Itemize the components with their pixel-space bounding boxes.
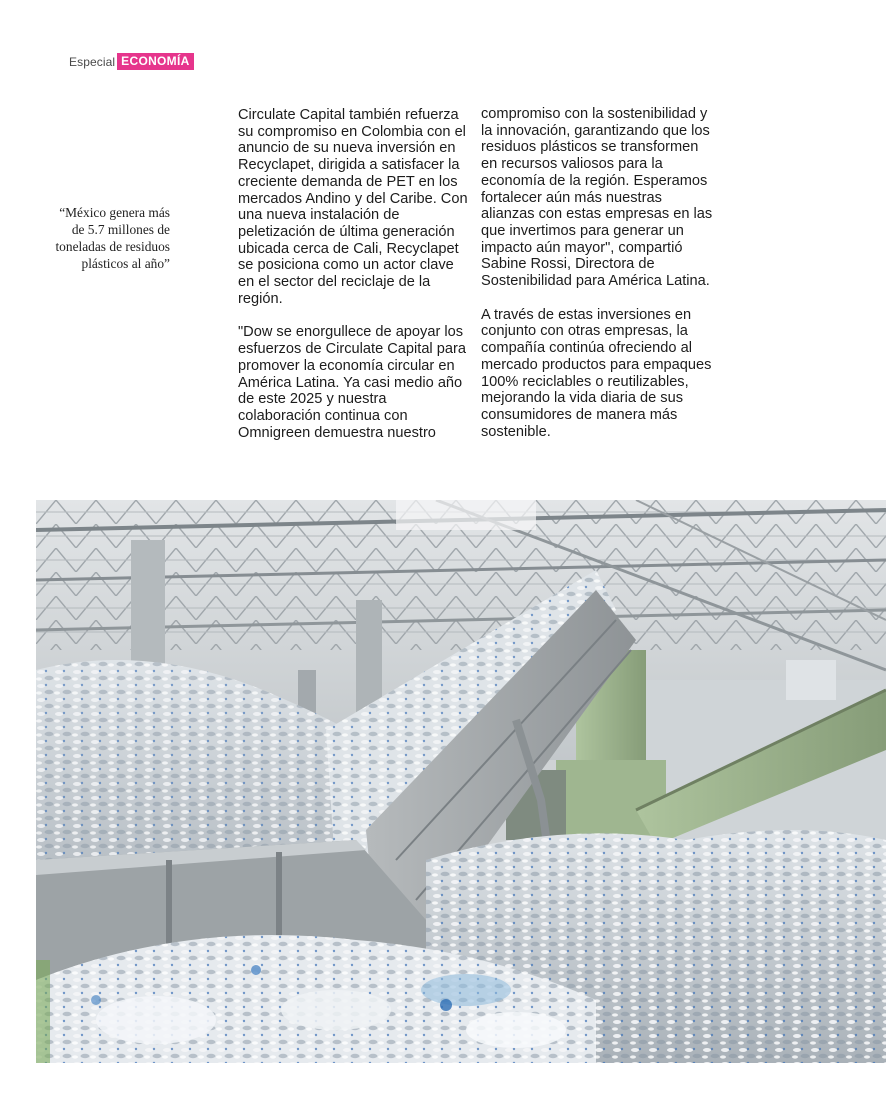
text-line: de este 2025 y nuestra <box>238 391 387 408</box>
pull-quote <box>30 204 170 272</box>
text-line: promover la economía circular en <box>238 357 455 374</box>
text-line: A través de estas inversiones en <box>481 306 692 323</box>
recycling-plant-illustration <box>36 500 886 1063</box>
text-line: se posiciona como un actor clave <box>238 257 454 274</box>
recycling-plant-photo <box>36 500 886 1063</box>
section-badge: ECONOMÍA <box>117 53 193 70</box>
text-line: mercado productos para empaques <box>481 356 712 373</box>
text-line: mejorando la vida diaria de sus <box>481 390 683 407</box>
text-line: residuos plásticos se transformen <box>481 139 699 156</box>
text-line: ubicada cerca de Cali, Recyclapet <box>238 240 459 257</box>
text-line: una nueva instalación de <box>238 207 400 224</box>
text-line: creciente demanda de PET en los <box>238 173 458 190</box>
text-line: esfuerzos de Circulate Capital para <box>238 341 466 358</box>
text-line: economía de la región. Esperamos <box>481 172 708 189</box>
text-line: alianzas con estas empresas en las <box>481 206 713 223</box>
text-line: en el sector del reciclaje de la <box>238 274 431 291</box>
text-line: región. <box>238 290 283 307</box>
text-line: 100% reciclables o reutilizables, <box>481 373 689 390</box>
text-line: conjunto con otras empresas, la <box>481 323 688 340</box>
quote-line: de 5.7 millones de <box>71 222 170 237</box>
section-header <box>69 53 194 70</box>
special-label: Especial <box>69 54 116 69</box>
text-line: peletización de última generación <box>238 223 455 240</box>
text-line: Circulate Capital también refuerza <box>238 107 459 123</box>
text-line: anuncio de su nueva inversión en <box>238 140 456 157</box>
text-line: "Dow se enorgullece de apoyar los <box>238 324 464 341</box>
text-line: su compromiso en Colombia con el <box>238 123 466 140</box>
text-line: Recyclapet, dirigida a satisfacer la <box>238 157 460 174</box>
text-line: consumidores de manera más <box>481 406 678 423</box>
text-line: la innovación, garantizando que los <box>481 122 710 139</box>
text-line: impacto aún mayor", compartió <box>481 239 683 256</box>
paragraph <box>238 107 473 307</box>
text-line: Omnigreen demuestra nuestro <box>238 424 436 441</box>
text-line: América Latina. Ya casi medio año <box>238 374 463 391</box>
text-line: compañía continúa ofreciendo al <box>481 340 692 357</box>
text-line: Sostenibilidad para América Latina. <box>481 273 710 290</box>
text-line: fortalecer aún más nuestras <box>481 189 662 206</box>
paragraph <box>238 324 473 441</box>
text-line: compromiso con la sostenibilidad y <box>481 106 708 122</box>
text-line: Sabine Rossi, Directora de <box>481 256 655 273</box>
text-line: mercados Andino y del Caribe. Con <box>238 190 468 207</box>
quote-line: toneladas de residuos <box>55 239 170 254</box>
quote-line: “México genera más <box>59 205 170 220</box>
paragraph <box>481 106 716 290</box>
article-column-2 <box>481 106 716 457</box>
article-column-1 <box>238 107 473 458</box>
text-line: en recursos valiosos para la <box>481 156 663 173</box>
quote-line: plásticos al año” <box>81 256 170 271</box>
text-line: sostenible. <box>481 423 551 440</box>
paragraph <box>481 307 716 441</box>
text-line: que invertimos para generar un <box>481 222 684 239</box>
text-line: colaboración continua con <box>238 407 408 424</box>
